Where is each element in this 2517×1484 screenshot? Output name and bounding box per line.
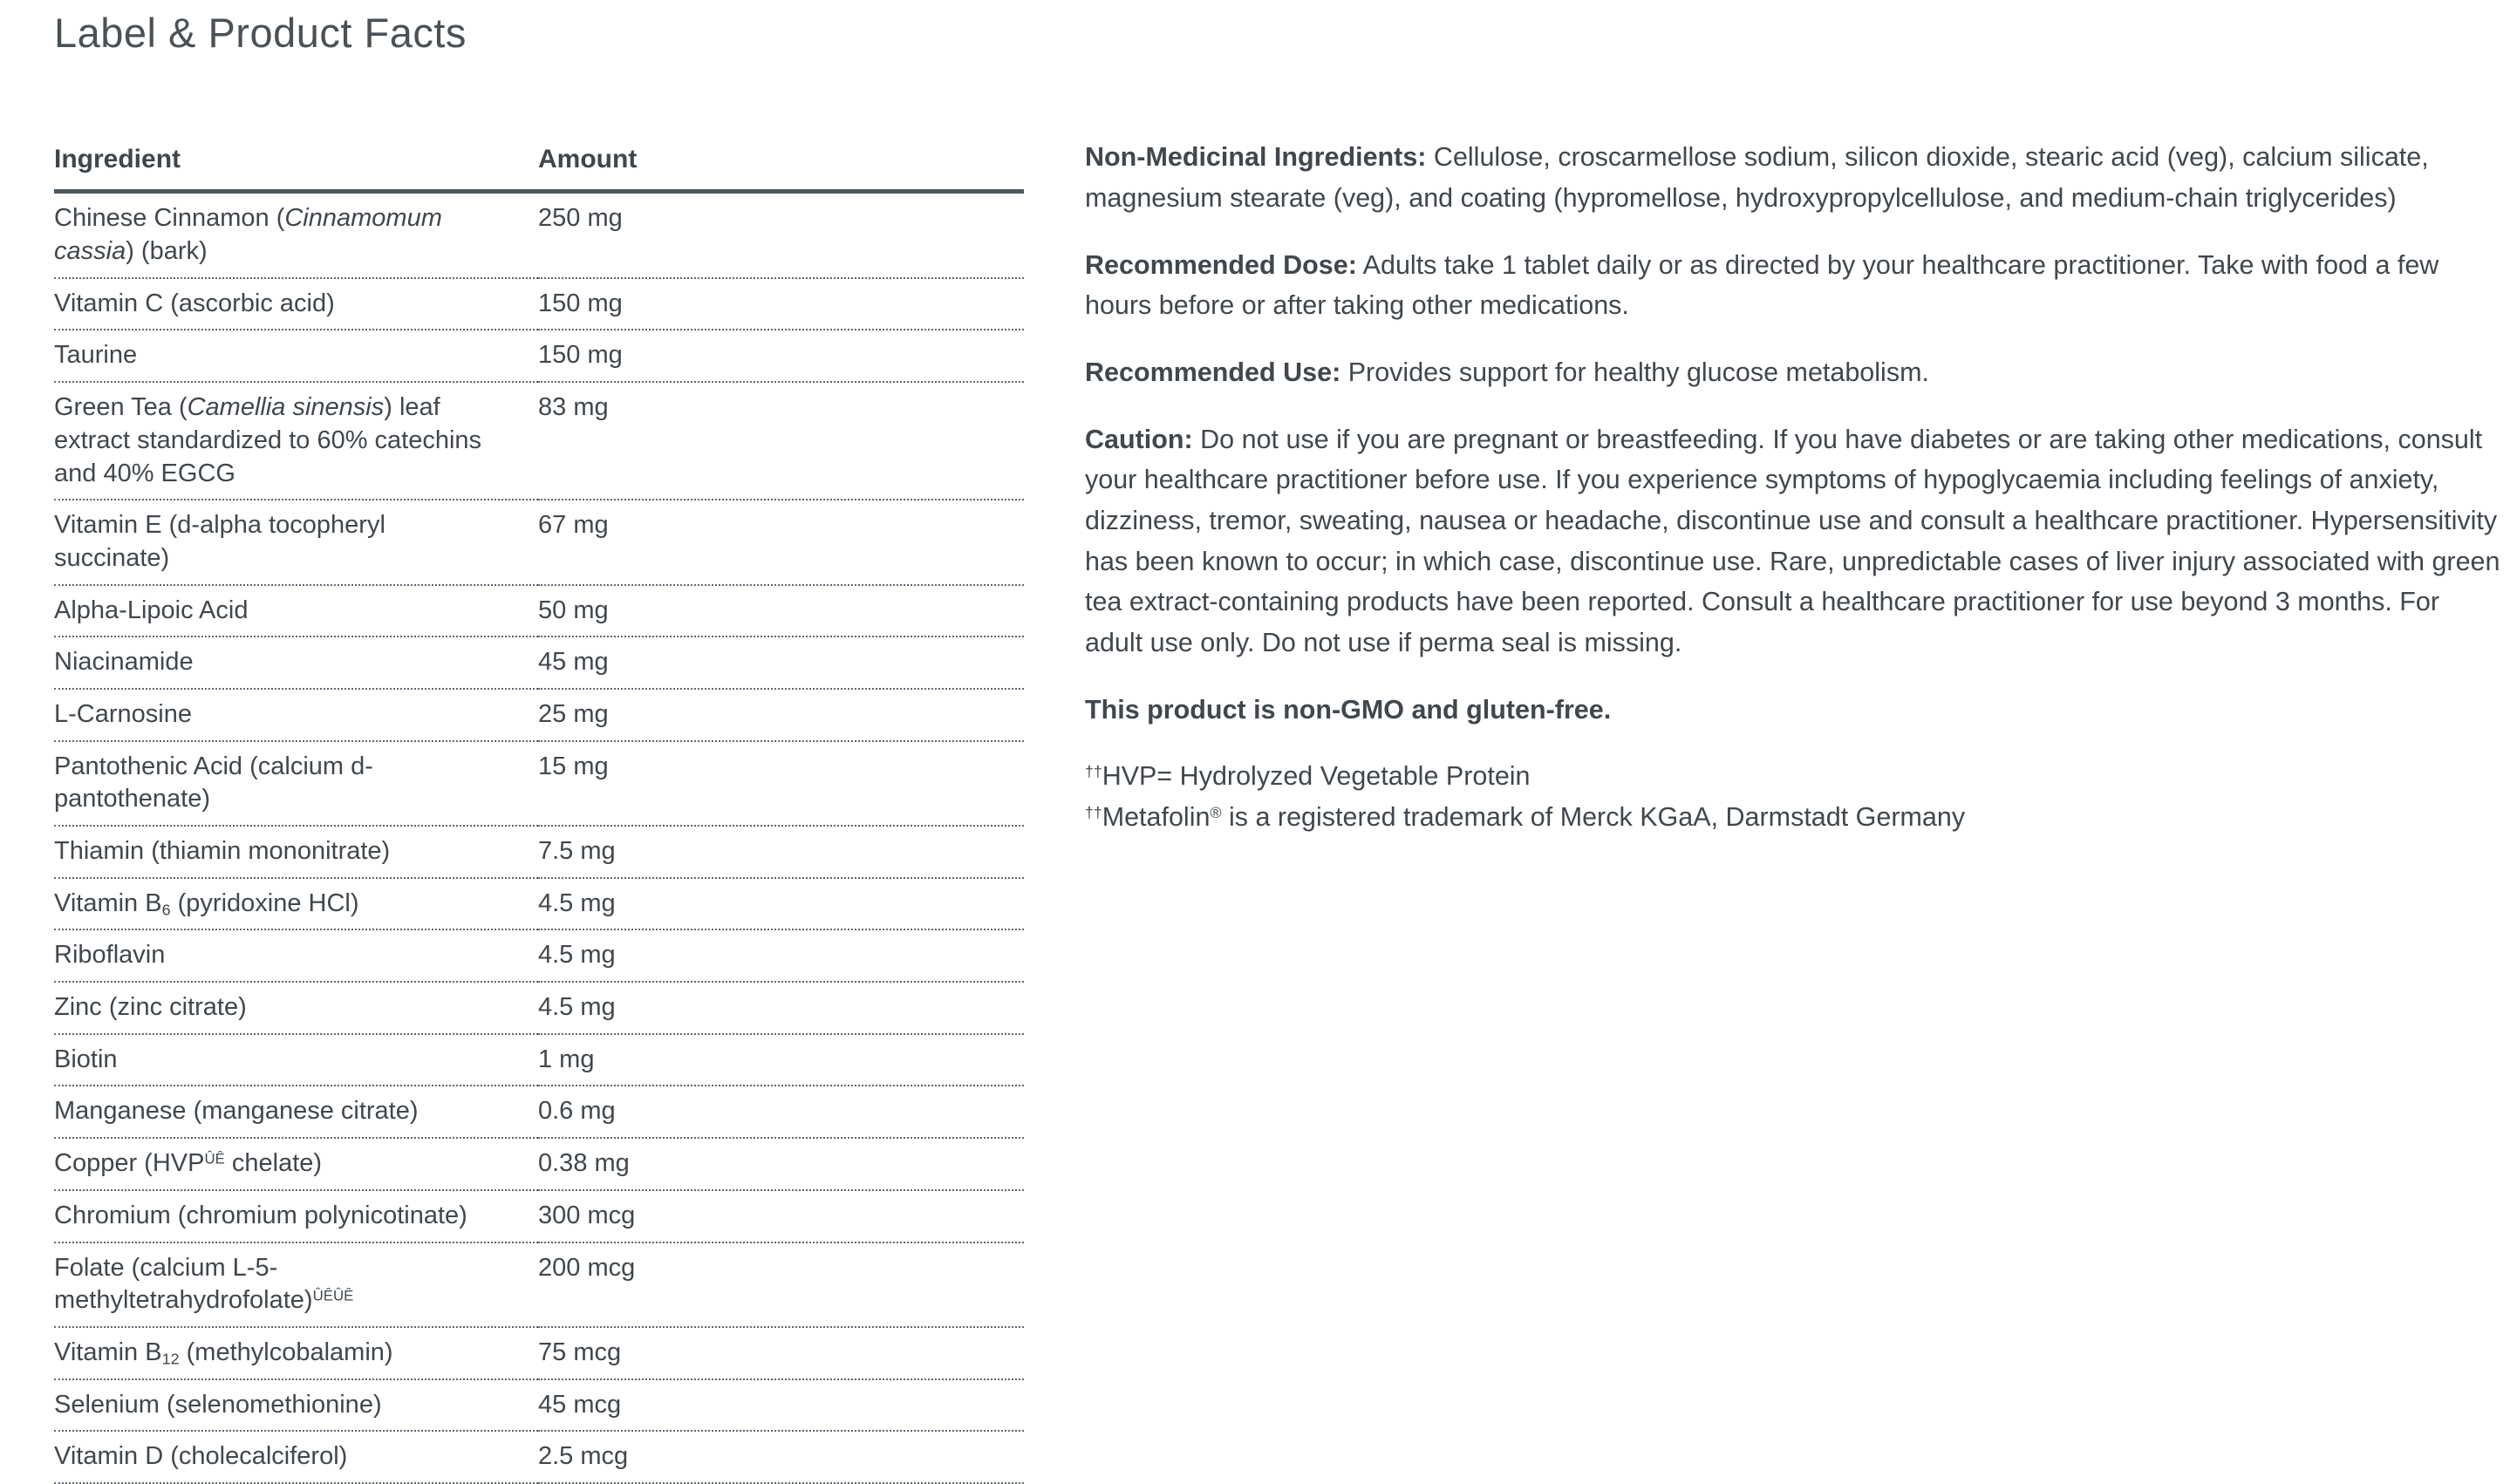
superscript-mark: ÛÊ (204, 1150, 225, 1167)
ingredients-panel (54, 145, 1024, 1484)
amount-cell: 15 mg (538, 741, 1024, 826)
amount-cell: 25 mg (538, 689, 1024, 741)
subscript-text: 12 (161, 1350, 180, 1368)
paragraph-lead: Recommended Dose: (1085, 249, 1357, 280)
ingredient-cell (54, 1379, 538, 1432)
table-row (54, 929, 1024, 982)
ingredient-cell (54, 878, 538, 930)
botanical-name: Cinnamomum cassia (54, 204, 442, 266)
table-row (54, 1327, 1024, 1379)
ingredient-cell (54, 330, 538, 382)
amount-cell: 150 mg (538, 330, 1024, 382)
amount-cell: 45 mg (538, 636, 1024, 689)
table-row (54, 878, 1024, 930)
footnote-metafolin (1085, 797, 2503, 838)
ingredient-cell (54, 1431, 538, 1483)
text-segment: Chromium (chromium polynicotinate) (54, 1201, 467, 1229)
footnotes (1085, 756, 2503, 837)
table-row (54, 1138, 1024, 1190)
text-segment: Copper (HVP (54, 1149, 205, 1178)
text-segment: chelate) (224, 1149, 323, 1178)
ingredient-cell (54, 1242, 538, 1327)
amount-cell: 4.5 mg (538, 929, 1024, 982)
text-segment: Riboflavin (54, 941, 166, 970)
amount-cell: 2.5 mcg (538, 1431, 1024, 1483)
text-segment: Chinese Cinnamon ( (54, 204, 285, 233)
paragraph-lead: Non-Medicinal Ingredients: (1085, 142, 1427, 173)
subscript-text: 6 (161, 901, 171, 919)
table-row (54, 1086, 1024, 1138)
product-info-panel (1085, 137, 2503, 837)
ingredient-cell (54, 382, 538, 500)
text-segment: Vitamin E (d-alpha tocopheryl succinate) (54, 511, 385, 572)
table-row (54, 1034, 1024, 1086)
table-row (54, 192, 1024, 278)
ingredient-cell (54, 929, 538, 982)
page-title: Label & Product Facts (54, 10, 467, 56)
paragraph-lead: This product is non-GMO and gluten-free. (1085, 694, 1612, 725)
text-segment: HVP= Hydrolyzed Vegetable Protein (1102, 761, 1531, 792)
amount-cell: 4.5 mg (538, 878, 1024, 930)
botanical-name: Camellia sinensis (187, 393, 385, 422)
ingredient-cell (54, 500, 538, 584)
text-segment: Green Tea ( (54, 393, 188, 422)
amount-cell: 200 mcg (538, 1242, 1024, 1327)
table-row (54, 585, 1024, 637)
recommended-dose-paragraph: Recommended Dose: Adults take 1 tablet daily or as directed by your healthcare practitioner. Take with food a few hours before or after taking other medications. (1085, 249, 2439, 321)
paragraph-lead: Recommended Use: (1085, 357, 1341, 388)
table-row (54, 278, 1024, 330)
text-segment: Vitamin B (54, 888, 162, 917)
ingredient-cell (54, 689, 538, 741)
text-segment: Metafolin (1102, 801, 1211, 832)
table-row (54, 1242, 1024, 1327)
text-segment: Vitamin B (54, 1338, 162, 1366)
amount-cell: 0.38 mg (538, 1138, 1024, 1190)
text-segment: Biotin (54, 1045, 118, 1073)
superscript-mark: ÛÊÛÊ (312, 1287, 354, 1304)
ingredient-cell (54, 741, 538, 826)
amount-cell: 67 mg (538, 500, 1024, 584)
table-row (54, 1379, 1024, 1432)
ingredient-cell (54, 982, 538, 1034)
column-header-amount: Amount (538, 145, 1024, 192)
text-segment: Zinc (zinc citrate) (54, 993, 247, 1022)
amount-cell: 4.5 mg (538, 982, 1024, 1034)
text-segment: Pantothenic Acid (calcium d-pantothenate) (54, 752, 373, 813)
label-product-facts-page (0, 9, 2517, 1484)
non-medicinal-ingredients-paragraph: Non-Medicinal Ingredients: Cellulose, croscarmellose sodium, silicon dioxide, stearic acid (veg), calcium silicate, magnesium stearate (veg), and coating (hypromellose, hydroxypropylcellulose, and medium-chain triglycerides) (1085, 142, 2429, 214)
table-row (54, 689, 1024, 741)
text-segment: Vitamin C (ascorbic acid) (54, 289, 335, 317)
ingredient-cell (54, 1034, 538, 1086)
text-segment: L-Carnosine (54, 699, 192, 728)
table-header-row (54, 145, 1024, 192)
table-row (54, 982, 1024, 1034)
superscript-mark: †† (1085, 763, 1102, 781)
amount-cell: 83 mg (538, 382, 1024, 500)
non-gmo-gluten-free-statement (1085, 690, 2503, 731)
text-segment: Folate (calcium L-5-methyltetrahydrofolate) (54, 1253, 313, 1315)
superscript-mark: †† (1085, 804, 1102, 822)
ingredient-cell (54, 1190, 538, 1242)
column-header-ingredient: Ingredient (54, 145, 538, 192)
ingredient-cell (54, 636, 538, 689)
ingredient-cell (54, 1086, 538, 1138)
text-segment: Taurine (54, 341, 138, 370)
amount-cell: 1 mg (538, 1034, 1024, 1086)
text-segment: (methylcobalamin) (179, 1338, 393, 1366)
ingredient-cell (54, 278, 538, 330)
ingredient-cell (54, 192, 538, 278)
amount-cell: 75 mcg (538, 1327, 1024, 1379)
footnote-hvp (1085, 756, 2503, 797)
paragraph-lead: Caution: (1085, 424, 1193, 454)
caution-paragraph: Caution: Do not use if you are pregnant or breastfeeding. If you have diabetes or are taking other medications, consult your healthcare practitioner before use. If you experience symptoms of hypoglycaemia including feelings of anxiety, dizziness, tremor, sweating, nausea or headache, discontinue use and consult a healthcare practitioner. Hypersensitivity has been known to occur; in which case, discontinue use. Rare, unpredictable cases of liver injury associated with green tea extract-containing products have been reported. Consult a healthcare practitioner for use beyond 3 months. For adult use only. Do not use if perma seal is missing. (1085, 424, 2500, 657)
table-row (54, 741, 1024, 826)
amount-cell: 300 mcg (538, 1190, 1024, 1242)
table-row (54, 826, 1024, 878)
table-row (54, 1190, 1024, 1242)
amount-cell: 50 mg (538, 585, 1024, 637)
text-segment: ) leaf extract standardized to 60% catechins and 40% EGCG (54, 393, 482, 487)
superscript-mark: ® (1210, 804, 1222, 822)
table-row (54, 330, 1024, 382)
text-segment: Niacinamide (54, 648, 194, 677)
text-segment: Thiamin (thiamin mononitrate) (54, 837, 391, 866)
text-segment: ) (bark) (126, 237, 208, 266)
table-row (54, 500, 1024, 584)
recommended-use-paragraph: Recommended Use: Provides support for healthy glucose metabolism. (1085, 357, 1929, 388)
amount-cell: 250 mg (538, 192, 1024, 278)
text-segment: Manganese (manganese citrate) (54, 1097, 419, 1126)
amount-cell: 150 mg (538, 278, 1024, 330)
ingredient-cell (54, 585, 538, 637)
amount-cell: 45 mcg (538, 1379, 1024, 1432)
text-segment: Alpha-Lipoic Acid (54, 596, 249, 624)
amount-cell: 0.6 mg (538, 1086, 1024, 1138)
amount-cell: 7.5 mg (538, 826, 1024, 878)
content-columns (54, 142, 2503, 1484)
table-row (54, 636, 1024, 689)
text-segment: (pyridoxine HCl) (170, 888, 359, 917)
ingredient-cell (54, 1138, 538, 1190)
text-segment: Vitamin D (cholecalciferol) (54, 1442, 348, 1471)
ingredients-table (54, 145, 1024, 1484)
ingredient-cell (54, 826, 538, 878)
table-row (54, 1431, 1024, 1483)
text-segment: Selenium (selenomethionine) (54, 1390, 382, 1419)
ingredient-cell (54, 1327, 538, 1379)
table-row (54, 382, 1024, 500)
text-segment: is a registered trademark of Merck KGaA, Darmstadt Germany (1221, 801, 1966, 832)
